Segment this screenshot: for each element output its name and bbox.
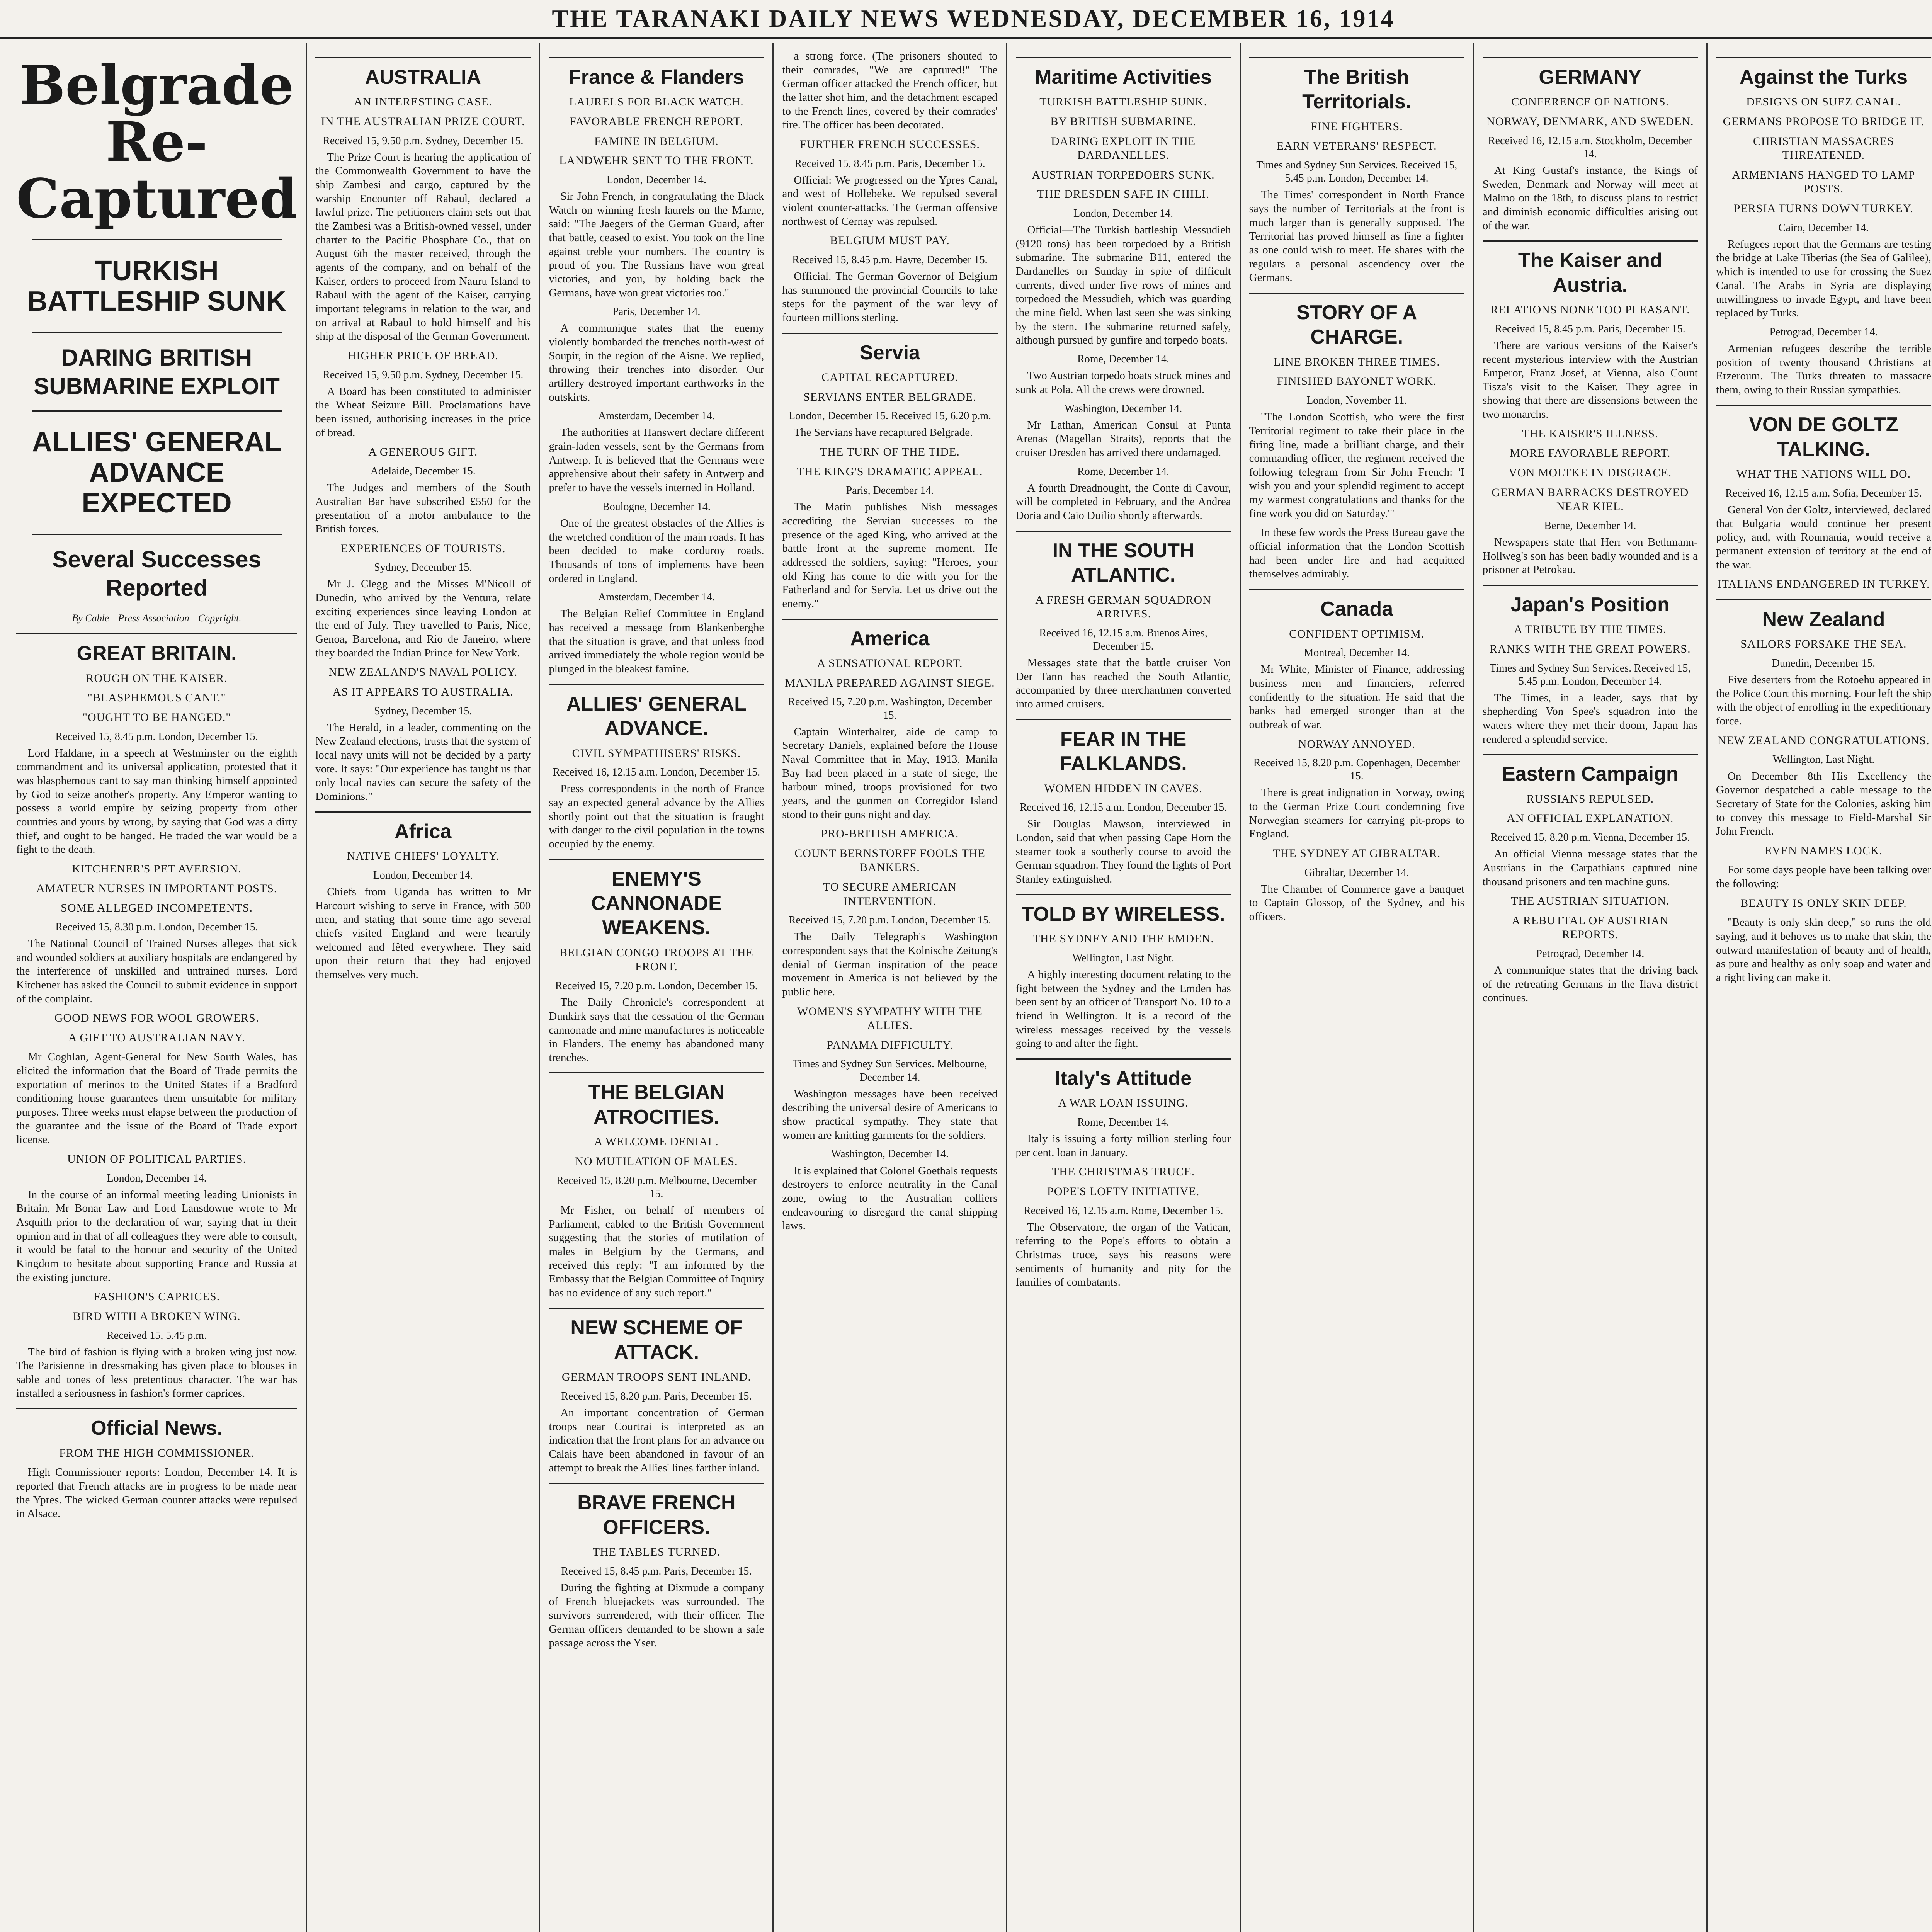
dateline: Received 15, 8.20 p.m. Paris, December 15. <box>561 1390 752 1402</box>
newspaper-page <box>8 43 1932 1932</box>
article-text: One of the greatest obstacles of the Allies is the wretched condition of the main roads. It has been decided to make corduroy roads. Thousands of tons of implements have been ordered in England. <box>549 517 764 585</box>
subhead: COUNT BERNSTORFF FOOLS THE BANKERS. <box>794 847 985 874</box>
subhead: PANAMA DIFFICULTY. <box>827 1038 953 1051</box>
subhead: BELGIAN CONGO TROOPS AT THE FRONT. <box>559 946 753 973</box>
article-text: Chiefs from Uganda has written to Mr Harcourt wishing to serve in France, with 500 men, and stating that some time ago several chiefs visited England and were heartily welcomed and fêted everywhere. They said upon their return that they had enjoyed themselves very much. <box>315 885 531 981</box>
subhead: HIGHER PRICE OF BREAD. <box>347 349 498 362</box>
article-text: Mr Fisher, on behalf of members of Parliament, cabled to the British Government suggesting that the stories of mutilation of males in Belgium by the Germans, and received this reply: "I am informed by the Embassy that the Belgian Committee of Inquiry has no evidence of any such report." <box>549 1204 764 1299</box>
section-eastern-campaign: Eastern Campaign <box>1483 754 1698 786</box>
column-7 <box>1473 43 1706 1932</box>
article-text: The Times' correspondent in North France says the number of Territorials at the front is much larger than is generally supposed. The Territorial has proved himself as fine a fighter as one could wish to meet. He shares with the regulars a personal ascendency over the Germans. <box>1249 189 1464 284</box>
dateline: Received 15, 7.20 p.m. London, December 15. <box>555 980 758 992</box>
cable-credit: By Cable—Press Association—Copyright. <box>72 612 242 624</box>
subhead: BELGIUM MUST PAY. <box>830 234 950 247</box>
subhead: TURKISH BATTLESHIP SUNK. <box>1039 95 1207 109</box>
article-text: The National Council of Trained Nurses alleges that sick and wounded soldiers at auxiliary hospitals are endangered by the interference of unskilled and untrained nurses. Lord Kitchener has asked the Council to submit evidence in support of the complaint. <box>16 937 298 1005</box>
dateline: Received 15, 5.45 p.m. <box>107 1329 207 1342</box>
subhead: A SENSATIONAL REPORT. <box>817 657 963 670</box>
article-text: A Board has been constituted to administer the Wheat Seizure Bill. Proclamations have been issued, authorising increases in the price of bread. <box>315 385 531 439</box>
dateline: Sydney, December 15. <box>374 705 472 717</box>
subhead: THE TURN OF THE TIDE. <box>820 446 960 459</box>
article-text: Italy is issuing a forty million sterling four per cent. loan in January. <box>1015 1133 1231 1159</box>
dateline: Received 15, 7.20 p.m. London, December 15. <box>788 914 992 927</box>
section-cannonade: ENEMY'S CANNONADE WEAKENS. <box>549 859 764 940</box>
divider <box>32 332 282 333</box>
subhead: AN INTERESTING CASE. <box>354 95 492 109</box>
dateline: Received 15, 7.20 p.m. Washington, December 15. <box>788 696 992 721</box>
article-text: Mr Lathan, American Consul at Punta Arenas (Magellan Straits), reports that the cruiser Dresden has arrived there undamaged. <box>1015 418 1231 459</box>
article-text: Newspapers state that Herr von Bethmann-Hollweg's son has been badly wounded and is a prisoner at Petrokau. <box>1482 536 1698 576</box>
article-text: For some days people have been talking over the following: <box>1716 864 1931 890</box>
article-text: There are various versions of the Kaiser's recent mysterious interview with the Austrian Emperor, Franz Josef, at Vienna, also Count Tisza's visit to the Kaiser. They agree in showing that there are dissensions between the two monarchs. <box>1482 339 1698 421</box>
section-servia: Servia <box>782 333 997 365</box>
section-wireless: TOLD BY WIRELESS. <box>1016 894 1231 927</box>
article-text: The Servians have recaptured Belgrade. <box>794 426 973 439</box>
dateline: London, December 15. Received 15, 6.20 p.m. <box>788 410 992 422</box>
section-canada: Canada <box>1249 589 1464 621</box>
subhead: BIRD WITH A BROKEN WING. <box>73 1310 241 1323</box>
headline-successes: Several Successes Reported <box>52 546 261 601</box>
column-4 <box>772 43 1006 1932</box>
subhead: CHRISTIAN MASSACRES THREATENED. <box>1753 134 1894 162</box>
subhead: THE SYDNEY AND THE EMDEN. <box>1032 932 1214 946</box>
subhead: NO MUTILATION OF MALES. <box>575 1155 738 1168</box>
article-text: The Observatore, the organ of the Vatican, referring to the Pope's efforts to obtain a Christmas truce, says his reasons were sentiments of humanity and pity for the families of combatants. <box>1015 1221 1231 1289</box>
article-text: Captain Winterhalter, aide de camp to Secretary Daniels, explained before the House Naval Committee that in May, 1913, Manila Bay had been placed in a state of siege, the harbour mined, troops provisioned for two years, and the gunmen on Corregidor Island stood to their guns night and day. <box>782 725 998 821</box>
subhead: EXPERIENCES OF TOURISTS. <box>340 542 506 555</box>
dateline: Received 15, 9.50 p.m. Sydney, December 15. <box>323 369 524 381</box>
column-3 <box>539 43 772 1932</box>
subhead: CIVIL SYMPATHISERS' RISKS. <box>572 747 741 760</box>
article-text: In these few words the Press Bureau gave the official information that the London Scottish had been under fire and had acquitted themselves admirably. <box>1249 526 1464 580</box>
dateline: Paris, December 14. <box>846 485 934 497</box>
dateline: Received 16, 12.15 a.m. Rome, December 15. <box>1023 1204 1223 1217</box>
subhead: ROUGH ON THE KAISER. <box>86 672 228 685</box>
dateline: Received 15, 8.20 p.m. Vienna, December 15. <box>1490 832 1690 844</box>
dateline: Received 15, 8.20 p.m. Copenhagen, December 15. <box>1253 757 1460 782</box>
dateline: Amsterdam, December 14. <box>598 410 715 422</box>
dateline: London, December 14. <box>107 1172 207 1184</box>
section-territorials: The British Territorials. <box>1249 57 1464 114</box>
article-text: The Daily Telegraph's Washington correspondent says that the Kolnische Zeitung's denial of German inspiration of the peace movement in America is not believed by the public here. <box>782 930 998 998</box>
article-text: A fourth Dreadnought, the Conte di Cavour, will be completed in February, and the Andrea Doria and Caio Duilio shortly afterwards. <box>1015 481 1231 522</box>
dateline: Dunedin, December 15. <box>1772 657 1876 669</box>
subhead: AN OFFICIAL EXPLANATION. <box>1507 812 1674 825</box>
subhead: RELATIONS NONE TOO PLEASANT. <box>1490 303 1690 316</box>
subhead: FURTHER FRENCH SUCCESSES. <box>800 138 980 151</box>
subhead: THE CHRISTMAS TRUCE. <box>1051 1165 1195 1179</box>
subhead: A WELCOME DENIAL. <box>594 1135 719 1148</box>
article-text: "The London Scottish, who were the first Territorial regiment to take their place in the firing line, made a brilliant charge, and their commanding officer, the regiment received the following telegram from Sir John French: 'I wish you and your splendid regiment to accept my warmest congratulations and thanks for the fine work you did on Saturday.'" <box>1249 411 1464 520</box>
subhead: THE KING'S DRAMATIC APPEAL. <box>797 465 983 478</box>
subhead: GERMAN TROOPS SENT INLAND. <box>561 1371 751 1384</box>
dateline: Boulogne, December 14. <box>602 500 711 513</box>
subhead: GOOD NEWS FOR WOOL GROWERS. <box>54 1012 259 1025</box>
article-text: It is explained that Colonel Goethals requests destroyers to enforce neutrality in the Canal zone, owing to the Australian colliers endeavouring to disregard the canal shipping laws. <box>782 1164 998 1232</box>
dateline: Received 15, 8.45 p.m. Paris, December 15. <box>1495 323 1685 335</box>
subhead: GERMAN BARRACKS DESTROYED NEAR KIEL. <box>1492 486 1689 513</box>
dateline: Wellington, Last Night. <box>1072 952 1174 964</box>
article-text: Official—The Turkish battleship Messudieh (9120 tons) has been torpedoed by a British submarine. The submarine B11, entered the Dardanelles on Sunday in spite of difficult currents, dived under five rows of mines and torpedoed the Messudieh, which was guarding the mine field. When last seen she was sinking by the stern. The submarine returned safely, although pursued by gunfire and torpedo boats. <box>1015 224 1231 347</box>
section-brave-officers: BRAVE FRENCH OFFICERS. <box>549 1483 764 1540</box>
subhead: FAVORABLE FRENCH REPORT. <box>569 115 743 128</box>
dateline: Washington, December 14. <box>831 1148 949 1160</box>
section-falklands: FEAR IN THE FALKLANDS. <box>1016 719 1231 776</box>
subhead: THE SYDNEY AT GIBRALTAR. <box>1273 847 1441 860</box>
article-text: Messages state that the battle cruiser Von Der Tann has reached the South Atlantic, accompanied by three merchantmen converted into armed cruisers. <box>1015 656 1231 711</box>
subhead: NATIVE CHIEFS' LOYALTY. <box>347 850 499 863</box>
subhead: POPE'S LOFTY INITIATIVE. <box>1047 1185 1200 1198</box>
article-text: Official. The German Governor of Belgium has summoned the provincial Councils to take steps for the payment of the war levy of fourteen millions sterling. <box>782 270 998 324</box>
subhead: ITALIANS ENDANGERED IN TURKEY. <box>1717 578 1930 591</box>
article-text: Refugees report that the Germans are testing the bridge at Lake Tiberias (the Sea of Galilee), which is intended to use for crossing the Suez Canal. The Arabs in Syria are displaying unwillingness to invade Egypt, and have been replaced by Turks. <box>1716 238 1931 320</box>
subhead: KITCHENER'S PET AVERSION. <box>72 862 242 876</box>
article-text: On December 8th His Excellency the Governor despatched a cable message to the Secretary of State for the Colonies, asking him to convey this message to Field-Marshal Sir John French. <box>1716 770 1931 838</box>
section-japan: Japan's Position <box>1483 585 1698 617</box>
column-2 <box>306 43 539 1932</box>
section-atrocities: THE BELGIAN ATROCITIES. <box>549 1072 764 1129</box>
dateline: Amsterdam, December 14. <box>598 591 715 604</box>
article-text: The Judges and members of the South Australian Bar have subscribed £550 for the presentation of a motor ambulance to the British forces. <box>315 481 531 536</box>
subhead: SOME ALLEGED INCOMPETENTS. <box>61 901 253 915</box>
section-new-scheme: NEW SCHEME OF ATTACK. <box>549 1308 764 1365</box>
section-maritime: Maritime Activities <box>1016 57 1231 90</box>
dateline: Cairo, December 14. <box>1778 221 1869 234</box>
subhead: THE AUSTRIAN SITUATION. <box>1511 895 1670 908</box>
headline-submarine: DARING BRITISH SUBMARINE EXPLOIT <box>34 345 280 399</box>
dateline: Times and Sydney Sun Services. Melbourne, December 14. <box>793 1058 987 1083</box>
section-germany: GERMANY <box>1483 57 1698 90</box>
dateline: Times and Sydney Sun Services. Received 15, 5.45 p.m. London, December 14. <box>1490 662 1691 687</box>
subhead: A GIFT TO AUSTRALIAN NAVY. <box>68 1031 245 1044</box>
section-turks: Against the Turks <box>1716 57 1931 90</box>
dateline: Berne, December 14. <box>1544 519 1636 532</box>
article-text: Mr J. Clegg and the Misses M'Nicoll of Dunedin, who arrived by the Ventura, relate exciting experiences since leaving London at the end of July. They travelled to Paris, Nice, Genoa, Barcelona, and Rio de Janeiro, where they boarded the Indian Prince for New York. <box>315 578 531 659</box>
article-text: Press correspondents in the north of France say an expected general advance by the Allies shortly point out that the situation is fraught with danger to the civil population in the towns occupied by the enemy. <box>549 782 764 850</box>
article-text: General Von der Goltz, interviewed, declared that Bulgaria would continue her present policy, and, with Roumania, would receive a permanent extension of territory at the end of the war. <box>1716 503 1931 571</box>
subhead: A REBUTTAL OF AUSTRIAN REPORTS. <box>1512 914 1669 941</box>
article-text: Armenian refugees describe the terrible position of twenty thousand Christians at Erzeroum. The Turks threaten to massacre them, owing to their Russian sympathies. <box>1716 342 1931 396</box>
section-new-zealand: New Zealand <box>1716 599 1931 632</box>
subhead: IN THE AUSTRALIAN PRIZE COURT. <box>321 115 525 128</box>
dateline: London, December 14. <box>373 869 473 881</box>
subhead: RUSSIANS REPULSED. <box>1526 792 1654 805</box>
article-text: Lord Haldane, in a speech at Westminster on the eighth commandment and its universal application, protested that it was blasphemous cant to say man thinking himself appointed by God to seize another's property. Any Emperor wanting to possess a world empire by seizing property from other countries and yours by wrong, by saying that God was a dirty thief, and ought to be hanged. He traded the war would be a fight to the death. <box>16 747 298 856</box>
article-text: An official Vienna message states that the Austrians in the Carpathians captured nine thousand prisoners and ten machine guns. <box>1482 848 1698 888</box>
dateline: Rome, December 14. <box>1077 353 1170 366</box>
section-south-atlantic: IN THE SOUTH ATLANTIC. <box>1016 531 1231 588</box>
article-text: Two Austrian torpedo boats struck mines and sunk at Pola. All the crews were drowned. <box>1015 369 1231 396</box>
subhead: PRO-BRITISH AMERICA. <box>821 827 959 840</box>
section-italy: Italy's Attitude <box>1016 1058 1231 1091</box>
subhead: FASHION'S CAPRICES. <box>93 1290 220 1303</box>
dateline: Sydney, December 15. <box>374 561 472 574</box>
subhead: AMATEUR NURSES IN IMPORTANT POSTS. <box>36 882 277 895</box>
article-text: During the fighting at Dixmude a company of French bluejackets was surrounded. The survivors surrendered, with their officer. The German officers demanded to be shown a safe passage across the Yser. <box>549 1581 764 1649</box>
article-text: Five deserters from the Rotoehu appeared in the Police Court this morning. Four left the ship with the object of enrolling in the expeditionary force. <box>1716 673 1931 728</box>
divider <box>32 534 282 535</box>
lead-headline: Belgrade Re-Captured <box>16 54 298 231</box>
headline-allies: ALLIES' GENERAL ADVANCE EXPECTED <box>32 426 282 519</box>
article-text: Official: We progressed on the Ypres Canal, and west of Hollebeke. We repulsed several violent counter-attacks. The German offensive northwest of Cernay was repulsed. <box>782 173 998 228</box>
subhead: GERMANS PROPOSE TO BRIDGE IT. <box>1723 115 1925 128</box>
subhead: A FRESH GERMAN SQUADRON ARRIVES. <box>1035 593 1211 621</box>
subhead: FAMINE IN BELGIUM. <box>594 134 719 148</box>
subhead: PERSIA TURNS DOWN TURKEY. <box>1733 202 1913 215</box>
section-australia: AUSTRALIA <box>315 57 531 90</box>
dateline: Received 16, 12.15 a.m. Stockholm, December 14. <box>1488 134 1692 160</box>
dateline: Received 15, 8.45 p.m. Havre, December 15. <box>792 253 988 266</box>
dateline: Montreal, December 14. <box>1304 647 1410 659</box>
subhead: A WAR LOAN ISSUING. <box>1058 1097 1189 1110</box>
article-text: Mr White, Minister of Finance, addressing business men and financiers, referred confidently to the situation. He said that the banks had emerged stronger than at the outbreak of war. <box>1249 663 1464 731</box>
dateline: Received 16, 12.15 a.m. London, December 15. <box>553 766 760 779</box>
headline-battleship: TURKISH BATTLESHIP SUNK <box>27 255 286 317</box>
subhead: ARMENIANS HANGED TO LAMP POSTS. <box>1732 168 1915 196</box>
article-text: Washington messages have been received describing the universal desire of Americans to show practical sympathy. They state that women are knitting garments for the soldiers. <box>782 1087 998 1141</box>
dateline: Washington, December 14. <box>1065 402 1182 415</box>
column-6 <box>1240 43 1473 1932</box>
subhead: FINE FIGHTERS. <box>1310 120 1403 133</box>
subhead: LANDWEHR SENT TO THE FRONT. <box>559 154 754 167</box>
subhead: UNION OF POLITICAL PARTIES. <box>67 1153 247 1166</box>
dateline: Received 16, 12.15 a.m. Buenos Aires, December 15. <box>1039 627 1208 652</box>
dateline: Gibraltar, December 14. <box>1304 866 1409 879</box>
subhead: AUSTRIAN TORPEDOERS SUNK. <box>1032 168 1215 181</box>
section-kaiser-austria: The Kaiser and Austria. <box>1483 240 1698 298</box>
article-text: The Matin publishes Nish messages accrediting the Servian successes to the presence of the aged King, who arrived at the battle front at the supreme moment. He addressed the soldiers, saying: "Heroes, your old King has come to die with you for the Fatherland and for Servia. Let us drive out the enemy." <box>782 501 998 610</box>
article-text: A highly interesting document relating to the fight between the Sydney and the Emden has been sent by an officer of Transport No. 10 to a friend in Wellington. It is a record of the wireless messages received by the vessels going to and after the fight. <box>1015 968 1231 1050</box>
subhead: THE KAISER'S ILLNESS. <box>1522 427 1658 440</box>
article-text: In the course of an informal meeting leading Unionists in Britain, Mr Bonar Law and Lord Lansdowne wrote to Mr Asquith prior to the declaration of war, saying that in their opinion and in that of all colleagues they were able to consult, it would be fatal to the honour and security of the United Kingdom to hesitate about supporting France and Russia at the existing juncture. <box>16 1188 298 1284</box>
section-africa: Africa <box>315 811 531 844</box>
dateline: Rome, December 14. <box>1077 465 1170 478</box>
article-text: A communique states that the driving back of the retreating Germans in the Ilava district continues. <box>1482 964 1698 1004</box>
subhead: SAILORS FORSAKE THE SEA. <box>1740 638 1907 651</box>
article-text: High Commissioner reports: London, December 14. It is reported that French attacks are in progress to be made near the Ypres. The wicked German counter attacks were repulsed in Alsace. <box>16 1466 298 1520</box>
article-text: The Prize Court is hearing the application of the Commonwealth Government to have the ship Zambesi and cargo, captured by the warship Encounter off Rabaul, declared a lawful prize. The petitioners claim sets out that the Zambesi was a British-owned vessel, under charter to the Pacific Phosphate Co., that on August 6th the master received, through the agents of the company, and on behalf of the Kaiser, orders to proceed from Nauru Island to Rabaul with the agent of the Kaiser, carrying important telegrams in relation to the war, and on arrival at Rabaul to hold himself and his ship at the disposal of the German Government. <box>315 151 531 343</box>
section-charge: STORY OF A CHARGE. <box>1249 293 1464 350</box>
divider <box>32 239 282 240</box>
article-text: A communique states that the enemy violently bombarded the trenches north-west of Soupir, in the region of the Aisne. We replied, throwing their trenches into disorder. Our artillery destroyed important earthworks in the outskirts. <box>549 322 764 403</box>
article-text: There is great indignation in Norway, owing to the German Prize Court condemning five Norwegian steamers for carrying pit-props to England. <box>1249 786 1464 840</box>
subhead: MANILA PREPARED AGAINST SIEGE. <box>785 676 995 689</box>
dateline: Adelaide, December 15. <box>370 465 476 477</box>
subhead: BY BRITISH SUBMARINE. <box>1050 115 1196 128</box>
article-text: The bird of fashion is flying with a broken wing just now. The Parisienne in dressmaking has given place to blouses in sable and tones of less pretentious character. The war has installed a seriousness in fashion's former caprices. <box>16 1345 298 1400</box>
column-5 <box>1006 43 1240 1932</box>
dateline: Received 16, 12.15 a.m. London, December 15. <box>1019 801 1227 814</box>
subhead: MORE FAVORABLE REPORT. <box>1510 447 1671 460</box>
article-text: The Chamber of Commerce gave a banquet to Captain Glossop, of the Sydney, and his officers. <box>1249 883 1464 923</box>
dateline: London, December 14. <box>1073 207 1173 219</box>
subhead: EARN VETERANS' RESPECT. <box>1276 139 1437 153</box>
article-text: The Times, in a leader, says that by shepherding Von Spee's squadron into the waters where they met their doom, Japan has rendered a splendid service. <box>1482 691 1698 745</box>
subhead: "OUGHT TO BE HANGED." <box>82 711 231 724</box>
article-text: The Herald, in a leader, commenting on the New Zealand elections, trusts that the system of local navy units will not be decided by a party vote. It says: "Our experience has taught us that only local navies can secure the safety of the Dominions." <box>315 721 531 803</box>
dateline: Petrograd, December 14. <box>1769 326 1878 338</box>
article-text: The authorities at Hanswert declare different grain-laden vessels, sent by the Germans from Antwerp. It is believed that the Germans were apprehensive about their safety in Antwerp and prefer to have the vessels interned in Holland. <box>549 426 764 494</box>
subhead: DARING EXPLOIT IN THE DARDANELLES. <box>1051 134 1196 162</box>
dateline: Received 15, 8.45 p.m. London, December 15. <box>55 730 258 743</box>
subhead: NORWAY ANNOYED. <box>1298 737 1415 750</box>
article-text: Mr Coghlan, Agent-General for New South Wales, has elicited the information that the Board of Trade permits the exportation of merinos to the United States if a Bradford conditioning house guarantees them unsuitable for military purposes. Three weeks must elapse between the production of the guarantee and the issue of the Board of Trade export license. <box>16 1051 298 1146</box>
subhead: WHAT THE NATIONS WILL DO. <box>1736 468 1911 481</box>
subhead: THE TABLES TURNED. <box>592 1546 721 1559</box>
dateline: Received 15, 8.20 p.m. Melbourne, December 15. <box>556 1174 757 1200</box>
dateline: Petrograd, December 14. <box>1536 947 1645 960</box>
subhead: BEAUTY IS ONLY SKIN DEEP. <box>1740 896 1907 910</box>
subhead: CONFERENCE OF NATIONS. <box>1511 95 1669 109</box>
subhead: WOMEN'S SYMPATHY WITH THE ALLIES. <box>797 1005 983 1032</box>
subhead: THE DRESDEN SAFE IN CHILI. <box>1037 188 1209 201</box>
subhead: NEW ZEALAND CONGRATULATIONS. <box>1718 734 1930 747</box>
article-text: An important concentration of German troops near Courtrai is interpreted as an indication that the front plans for an advance on Calais have been abandoned in favour of an attempt to break the Allies' lines farther inland. <box>549 1406 764 1474</box>
article-text: a strong force. (The prisoners shouted to their comrades, "We are captured!" The German officer attacked the French officer, but the latter shot him, and the detachment escaped to the French lines, covered by their comrades' fire. The officer has been decorated. <box>782 50 998 131</box>
subhead: EVEN NAMES LOCK. <box>1764 844 1883 857</box>
subhead: CONFIDENT OPTIMISM. <box>1289 627 1425 640</box>
subhead: DESIGNS ON SUEZ CANAL. <box>1746 95 1901 109</box>
subhead: RANKS WITH THE GREAT POWERS. <box>1490 642 1691 655</box>
divider <box>32 410 282 412</box>
subhead: LAURELS FOR BLACK WATCH. <box>569 95 744 109</box>
section-great-britain: GREAT BRITAIN. <box>16 633 297 666</box>
dateline: Times and Sydney Sun Services. Received 15, 5.45 p.m. London, December 14. <box>1256 159 1458 185</box>
subhead: SERVIANS ENTER BELGRADE. <box>803 390 976 403</box>
dateline: London, November 11. <box>1306 395 1407 407</box>
article-text: At King Gustaf's instance, the Kings of Sweden, Denmark and Norway will meet at Malmo on the 18th, to discuss plans to restrict and diminish economic difficulties arising out of the war. <box>1482 164 1698 232</box>
dateline: Rome, December 14. <box>1077 1116 1170 1128</box>
section-official-news: Official News. <box>16 1408 297 1440</box>
subhead: TO SECURE AMERICAN INTERVENTION. <box>823 881 957 908</box>
subhead: WOMEN HIDDEN IN CAVES. <box>1044 782 1202 795</box>
section-america: America <box>782 619 997 651</box>
dateline: Received 16, 12.15 a.m. Sofia, December 15. <box>1725 487 1922 499</box>
subhead: NORWAY, DENMARK, AND SWEDEN. <box>1486 115 1694 128</box>
article-text: The Belgian Relief Committee in England has received a message from Blankenberghe that the situation is grave, and that unless food arrived immediately the whole region would be plunged in the bleakest famine. <box>549 607 764 675</box>
subhead: FINISHED BAYONET WORK. <box>1277 375 1437 388</box>
subhead: AS IT APPEARS TO AUSTRALIA. <box>332 685 514 698</box>
masthead: THE TARANAKI DAILY NEWS WEDNESDAY, DECEMBER 16, 1914 <box>0 0 1932 39</box>
dateline: Received 15, 8.30 p.m. London, December 15. <box>55 921 258 933</box>
article-text: Sir Douglas Mawson, interviewed in London, said that when passing Cape Horn the steamer took a southerly course to avoid the German squadron. They found the lights of Port Stanley extinguished. <box>1015 818 1231 886</box>
column-1 <box>8 43 306 1932</box>
dateline: Received 15, 8.45 p.m. Paris, December 15. <box>561 1565 752 1577</box>
subhead: FROM THE HIGH COMMISSIONER. <box>59 1446 255 1459</box>
dateline: Wellington, Last Night. <box>1772 753 1875 766</box>
dateline: Received 15, 8.45 p.m. Paris, December 15. <box>794 157 985 170</box>
subhead: CAPITAL RECAPTURED. <box>821 371 958 384</box>
dateline: London, December 14. <box>606 173 706 186</box>
section-allies-advance: ALLIES' GENERAL ADVANCE. <box>549 684 764 741</box>
subhead: A TRIBUTE BY THE TIMES. <box>1514 623 1667 636</box>
section-von-de-goltz: VON DE GOLTZ TALKING. <box>1716 405 1931 462</box>
subhead: NEW ZEALAND'S NAVAL POLICY. <box>328 666 518 679</box>
subhead: A GENEROUS GIFT. <box>368 446 478 459</box>
article-text: Sir John French, in congratulating the Black Watch on winning fresh laurels on the Marne, said: "The Jaegers of the German Guard, after that battle, ceased to exist. You took on the line against treble your numbers. The country is proud of you. The Russians have won great victories, and you, by holding back the Germans, have won great victories too." <box>549 190 764 299</box>
subhead: LINE BROKEN THREE TIMES. <box>1273 355 1440 368</box>
dateline: Paris, December 14. <box>612 306 701 318</box>
subhead: VON MOLTKE IN DISGRACE. <box>1509 466 1672 479</box>
subhead: "BLASPHEMOUS CANT." <box>87 691 226 704</box>
article-text: "Beauty is only skin deep," so runs the old saying, and it behoves us to make that skin, the outward manifestation of beauty and of health, as pure and healthy as only soap and water and a right living can make it. <box>1716 916 1931 984</box>
section-france-flanders: France & Flanders <box>549 57 764 90</box>
column-8 <box>1706 43 1932 1932</box>
dateline: Received 15, 9.50 p.m. Sydney, December 15. <box>323 134 524 147</box>
article-text: The Daily Chronicle's correspondent at Dunkirk says that the cessation of the German cannonade and mine manufactures is noticeable in Flanders. The enemy has abandoned many trenches. <box>549 996 764 1064</box>
